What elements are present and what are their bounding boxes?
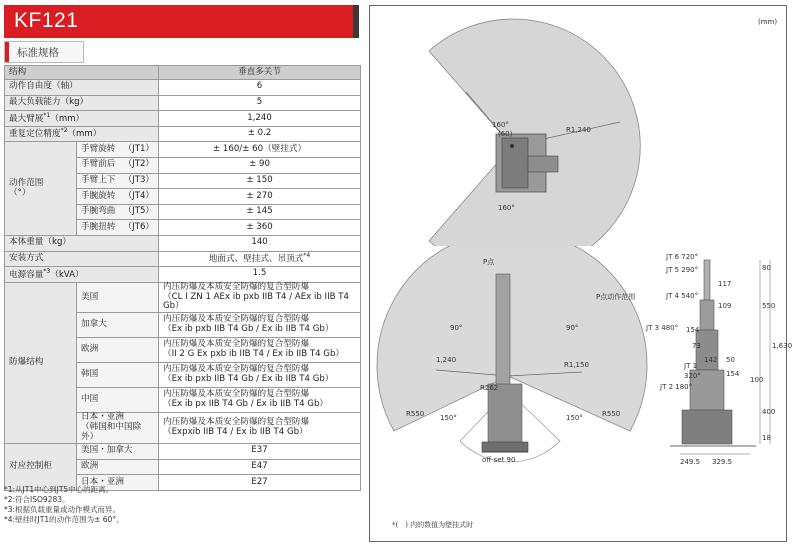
- axis-id: （JT1）: [123, 143, 155, 154]
- offset-label: off-set 90: [482, 456, 516, 464]
- table-row: [5, 235, 361, 251]
- spec-unit: （mm）: [50, 113, 85, 124]
- dimension-label: 1,630: [772, 342, 793, 350]
- axis-name: 手臂旋转: [81, 143, 116, 154]
- axis-cell: [77, 142, 159, 158]
- dimension-label: 249.5: [680, 458, 701, 466]
- spec-value: 1.5: [159, 267, 361, 283]
- table-row: [5, 80, 361, 96]
- joint-label: [646, 324, 678, 332]
- section-tab: [4, 41, 84, 63]
- spec-value: 1,240: [159, 111, 361, 127]
- spec-unit: （mm）: [67, 129, 102, 140]
- joint-angle: 720°: [681, 253, 699, 261]
- explosion-code: （Ex ib pxb IIB T4 Gb / Ex ib IIB T4 Gb）: [163, 324, 334, 335]
- spec-label: 重复定位精度: [9, 129, 61, 140]
- joint-label: JT 1: [684, 362, 698, 370]
- explosion-code: （II 2 G Ex pxb ib IIB T4 / Ex ib IIB T4 Gb）: [163, 349, 344, 360]
- joint-angle: 480°: [661, 324, 679, 332]
- top-angle-wall-label: (60): [498, 130, 513, 138]
- angle-label: 90°: [566, 324, 579, 332]
- axis-cell: [77, 204, 159, 220]
- explosion-code: （Expxib IIB T4 / Ex ib IIB T4 Gb）: [163, 427, 308, 438]
- joint-label: [666, 253, 698, 261]
- axis-name: 手臂上下: [81, 174, 116, 185]
- header-accent: [353, 5, 359, 38]
- dimension-label: 550: [762, 302, 776, 310]
- region-label: 中国: [77, 388, 159, 413]
- spec-value: 地面式、壁挂式、吊顶式: [208, 253, 304, 264]
- region-label: 欧洲: [77, 459, 159, 475]
- dimension-label: 117: [718, 280, 732, 288]
- model-title: KF121: [14, 9, 79, 32]
- spec-value-cell: [159, 251, 361, 267]
- joint-id: JT 4: [666, 292, 680, 300]
- footnotes: [4, 485, 124, 525]
- joint-angle: 290°: [681, 266, 699, 274]
- region-label: 欧洲: [77, 338, 159, 363]
- dimension-label: 329.5: [712, 458, 733, 466]
- footnote: *3:根据负载重量或动作模式而异。: [4, 505, 121, 514]
- explosion-code: （Ex ib pxb IIB T4 Gb / Ex ib IIB T4 Gb）: [163, 374, 334, 385]
- spec-value: 垂直多关节: [159, 66, 361, 80]
- top-radius-label: R1,240: [566, 126, 591, 134]
- spec-value: E37: [159, 443, 361, 459]
- joint-id: JT 6: [666, 253, 680, 261]
- axis-id: （JT4）: [123, 190, 155, 201]
- top-angle-label: 160°: [492, 121, 509, 129]
- radius-label: R262: [480, 384, 499, 392]
- spec-value: ± 0.2: [159, 126, 361, 142]
- explosion-line: 内压防爆及本质安全防爆的复合型防爆: [163, 281, 310, 292]
- joint-label: [660, 383, 692, 391]
- dimension-label: 80: [762, 264, 771, 272]
- region-label: 韩国: [77, 363, 159, 388]
- dimension-label: 100: [750, 376, 764, 384]
- spec-label: 安装方式: [5, 251, 159, 267]
- angle-label: 150°: [440, 414, 457, 422]
- explosion-value: [159, 282, 361, 313]
- dimension-label: 50: [726, 356, 735, 364]
- explosion-code: （CL I ZN 1 AEx ib pxb IIB T4 / AEx ib IIB T4 Gb）: [163, 291, 349, 312]
- axis-id: （JT2）: [123, 159, 155, 170]
- table-row: [5, 282, 361, 313]
- region-label: 日本・亚洲: [77, 475, 159, 491]
- region-cell: [77, 413, 159, 444]
- top-angle-bottom-label: 160°: [498, 204, 515, 212]
- radius-label: R550: [406, 410, 425, 418]
- region-label: 美国: [77, 282, 159, 313]
- spec-label-cell: [5, 126, 159, 142]
- spec-table: [4, 65, 361, 491]
- drawing-footnote: *( ) 内的数值为壁挂式时: [392, 521, 474, 529]
- spec-value: E47: [159, 459, 361, 475]
- spec-label: 对应控制柜: [5, 443, 77, 490]
- radius-label: R1,150: [564, 361, 589, 369]
- spec-label: 最大负载能力（kg）: [5, 95, 159, 111]
- p-point-label: P点: [483, 258, 495, 266]
- explosion-line: 内压防爆及本质安全防爆的复合型防爆: [163, 364, 310, 375]
- table-row: [5, 251, 361, 267]
- joint-id: JT 5: [666, 266, 680, 274]
- explosion-line: 内压防爆及本质安全防爆的复合型防爆: [163, 417, 310, 428]
- explosion-line: 内压防爆及本质安全防爆的复合型防爆: [163, 314, 310, 325]
- joint-angle: 320°: [684, 372, 701, 380]
- drawing-panel: [369, 5, 793, 542]
- table-row: [5, 111, 361, 127]
- spec-value: ± 160/± 60（壁挂式）: [159, 142, 361, 158]
- explosion-line: 内压防爆及本质安全防爆的复合型防爆: [163, 389, 310, 400]
- spec-label: 动作自由度（轴）: [5, 80, 159, 96]
- axis-id: （JT3）: [123, 174, 155, 185]
- spec-label: 结构: [5, 66, 159, 80]
- joint-label: [666, 292, 698, 300]
- explosion-value: [159, 413, 361, 444]
- model-header: [4, 5, 359, 38]
- footnote-mark: *3: [43, 267, 51, 275]
- table-row: [5, 267, 361, 283]
- region-label: 美国・加拿大: [77, 443, 159, 459]
- section-accent: [5, 42, 9, 62]
- spec-value: E27: [159, 475, 361, 491]
- footnote-mark: *1: [43, 111, 51, 119]
- footnote-mark: *2: [60, 127, 68, 135]
- dimension-label: 73: [692, 342, 701, 350]
- explosion-value: [159, 363, 361, 388]
- section-title: 标准规格: [17, 47, 59, 59]
- spec-label: 动作范围: [9, 177, 44, 188]
- axis-cell: [77, 157, 159, 173]
- dimension-label: 142: [704, 356, 718, 364]
- p-range-label: P点动作范围: [596, 293, 636, 301]
- angle-label: 90°: [450, 324, 463, 332]
- joint-angle: 540°: [681, 292, 699, 300]
- spec-value: 140: [159, 235, 361, 251]
- spec-label: 最大臂展: [9, 113, 44, 124]
- axis-name: 手腕扭转: [81, 221, 116, 232]
- region-label: 日本・亚洲: [81, 412, 124, 423]
- spec-value: ± 145: [159, 204, 361, 220]
- explosion-line: 内压防爆及本质安全防爆的复合型防爆: [163, 339, 310, 350]
- joint-label: [666, 266, 698, 274]
- dimension-label: 109: [718, 302, 732, 310]
- explosion-code: （Ex ib px IIB T4 Gb / Ex ib IIB T4 Gb）: [163, 399, 328, 410]
- joint-id: JT 3: [646, 324, 660, 332]
- spec-label-cell: [5, 111, 159, 127]
- table-row: [5, 126, 361, 142]
- footnote: *4:壁挂时JT1的动作范围为± 60°。: [4, 515, 124, 524]
- dimension-label: 154: [726, 370, 740, 378]
- dimension-label: 400: [762, 408, 776, 416]
- table-row: [5, 443, 361, 459]
- axis-name: 手腕旋转: [81, 190, 116, 201]
- region-note: （韩国和中国除外）: [81, 422, 142, 443]
- axis-name: 手臂前后: [81, 159, 116, 170]
- side-view-drawing: [370, 246, 660, 471]
- spec-label-cell: [5, 267, 159, 283]
- axis-id: （JT5）: [123, 206, 155, 217]
- spec-value: ± 90: [159, 157, 361, 173]
- footnote: *1:从JT1中心到JT5中心的距离。: [4, 485, 114, 494]
- region-label: 加拿大: [77, 313, 159, 338]
- axis-name: 手腕弯曲: [81, 206, 116, 217]
- axis-cell: [77, 189, 159, 205]
- spec-unit: （kVA）: [50, 269, 84, 280]
- dimension-label: 154: [686, 326, 700, 334]
- explosion-value: [159, 313, 361, 338]
- joint-id: JT 2: [660, 383, 674, 391]
- table-row: [5, 95, 361, 111]
- spec-unit: （°）: [9, 187, 31, 198]
- spec-value: ± 360: [159, 220, 361, 236]
- footnote: *2:符合ISO9283。: [4, 495, 70, 504]
- reach-label: 1,240: [436, 356, 457, 364]
- spec-value: 5: [159, 95, 361, 111]
- table-row: [5, 66, 361, 80]
- explosion-value: [159, 338, 361, 363]
- explosion-value: [159, 388, 361, 413]
- spec-label: 本体重量（kg）: [5, 235, 159, 251]
- spec-label: 防爆结构: [5, 282, 77, 443]
- radius-label: R550: [602, 410, 621, 418]
- motion-range-label: [5, 142, 77, 236]
- footnote-mark: *4: [303, 251, 311, 259]
- axis-cell: [77, 173, 159, 189]
- table-row: [5, 142, 361, 158]
- spec-value: 6: [159, 80, 361, 96]
- spec-value: ± 270: [159, 189, 361, 205]
- axis-id: （JT6）: [123, 221, 155, 232]
- angle-label: 150°: [566, 414, 583, 422]
- joint-angle: 180°: [675, 383, 693, 391]
- dimension-label: 18: [762, 434, 771, 442]
- axis-cell: [77, 220, 159, 236]
- unit-label: (mm): [758, 18, 778, 26]
- spec-value: ± 150: [159, 173, 361, 189]
- spec-label: 电源容量: [9, 269, 44, 280]
